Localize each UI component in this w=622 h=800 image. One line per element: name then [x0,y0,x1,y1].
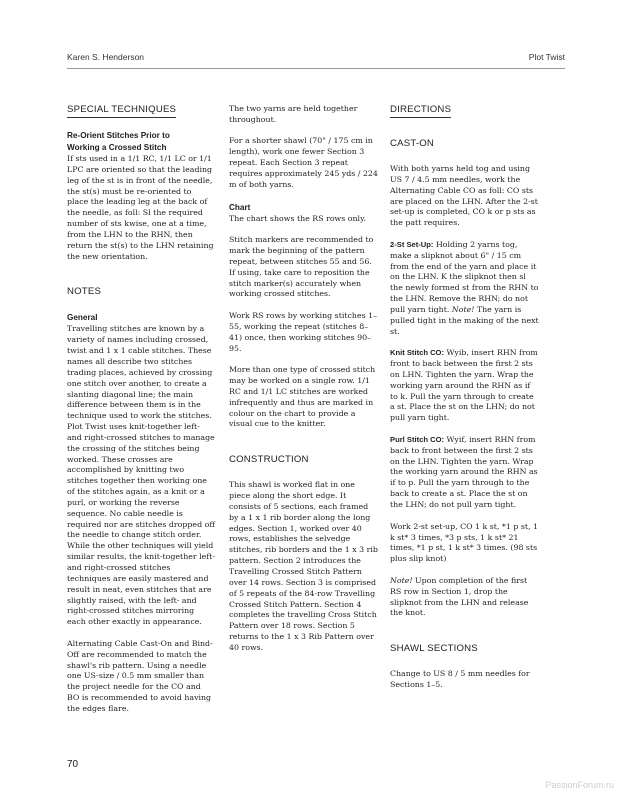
paragraph-cast-on: With both yarns held tog and using US 7 / 4.5 mm needles, work the Alternating Cable CO as foll: CO sts are placed on the LHN. After the 2-st set-up is completed, CO k or p sts as the patt requires. [390,164,538,228]
paragraph-construction: This shawl is worked flat in one piece along the short edge. It consists of 5 sections, each framed by a 1 x 1 rib border along the long edges. Section 1, worked over 40 rows, establishes the selvedge stitches, rib borders and the 1 x 3 rib pattern. Section 2 introduces the Travelling Crossed Stitch Pattern over 14 rows. Section 3 is comprised of 5 repeats of the 84-row Travelling Crossed Stitch Pattern. Section 4 completes the travelling Cross Stitch Pattern over 18 rows. Section 5 returns to the 1 x 3 Rib Pattern over 40 rows. [229,480,378,652]
running-header-title: Plot Twist [528,52,565,62]
paragraph-work-setup: Work 2-st set-up, CO 1 k st, *1 p st, 1 k st* 3 times, *3 p sts, 1 k st* 21 times, *1 p st, 1 k st* 3 times. (98 sts plus slip knot) [390,521,538,564]
paragraph-alternating-cable: Alternating Cable Cast-On and Bind-Off are recommended to match the shawl's rib pattern. Using a needle one US-size / 0.5 mm smaller than the project needle for the CO and BO is recommended to avoid having the edges flare. [67,638,213,713]
section-heading-cast-on: CAST-ON [390,138,435,149]
label-purl-stitch-co: Purl Stitch CO: [390,434,445,444]
text-purl-stitch-co: Wyif, insert RHN from back to front between the first 2 sts on the LHN. Tighten the yarn. Wrap the working yarn around the RHN as if to p. Pull the yarn through to the back to create a st. Place the st on the LHN; do not pull yarn tight. [390,434,538,510]
running-header-author: Karen S. Henderson [67,52,145,62]
subheading-reorient-line2: Working a Crossed Stitch [67,143,167,152]
note-label-setup: Note! [451,304,475,314]
paragraph-shorter-shawl: For a shorter shawl (70" / 175 cm in length), work one fewer Section 3 repeat. Each Section 3 repeat requires approximately 245 yds / 224 m of both yarns. [229,136,378,189]
header-rule [67,68,565,69]
note-label-slipknot: Note! [390,575,413,585]
paragraph-markers: Stitch markers are recommended to mark the beginning of the pattern repeat, between stitches 55 and 56. If using, take care to reposition the stitch marker(s) accurately when working crossed stitches. [229,235,374,299]
paragraph-knit-stitch-co [390,348,540,424]
paragraph-chart: The chart shows the RS rows only. [229,213,366,223]
note-text-slipknot: Upon completion of the first RS row in Section 1, drop the slipknot from the LHN and release the knot. [390,575,529,618]
section-heading-notes: NOTES [67,286,102,298]
paragraph-note-slipknot [390,576,540,619]
text-two-st-setup: Holding 2 yarns tog, make a slipknot about 6" / 15 cm from the end of the yarn and place it on the LHN. K the slipknot then sl the newly formed st from the RHN to the LHN. Remove the RHN; do not pull yarn tight. [390,239,539,314]
note-text-setup: The yarn is pulled tight in the making of the next st. [390,304,539,336]
label-knit-stitch-co: Knit Stitch CO: [390,348,444,358]
watermark: PassionForum.ru [545,780,614,790]
section-heading-special-techniques: SPECIAL TECHNIQUES [67,104,215,116]
column-middle [229,104,378,665]
column-right [390,104,540,702]
section-heading-shawl-sections: SHAWL SECTIONS [390,643,478,655]
page-number: 70 [67,759,79,770]
paragraph-two-st-setup [390,240,540,338]
subheading-chart: Chart [229,202,251,212]
text-knit-stitch-co: Wyib, insert RHN from front to back between the first 2 sts on LHN. Tighten the yarn. Wrap the working yarn around the RHN as if to k. Pull the yarn through to create a st. Place the st on the LHN; do not pull yarn tight. [390,348,538,423]
subheading-general: General [67,313,98,323]
column-left [67,104,215,726]
paragraph-reorient: If sts used in a 1/1 RC, 1/1 LC or 1/1 LPC are oriented so that the leading leg of the st is in front of the needle, the st(s) must be re-oriented to place the leading leg at the back of the needle, as foll: Sl the required number of sts kwise, one at a time, from the LHN to the RHN, then return the st(s) to the LHN retaining the new orientation. [67,154,214,261]
label-two-st-setup: 2-St Set-Up: [390,239,434,249]
paragraph-crossed-stitch-types: More than one type of crossed stitch may be worked on a single row. 1/1 RC and 1/1 LC stitches are worked infrequently and thus are marked in colour on the chart to provide a visual cue to the knitter. [229,365,376,429]
section-heading-construction: CONSTRUCTION [229,454,309,466]
paragraph-general: Travelling stitches are known by a variety of names including crossed, twist and 1 x 1 cable stitches. These names all describe two stitches trading places, achieved by crossing one stitch over another, to create a slanting diagonal line; the main difference between them is in the technique used to work the stitches. Plot Twist uses knit-together left- and right-crossed stitches to manage the crossing of the stitches being worked. These crosses are accomplished by knitting two stitches together then working one of the stitches again, as a knit or a purl, or working the reverse sequence. No cable needle is required nor are stitches dropped off the needle to change stitch order. While the other techniques will yield similar results, the knit-together left- and right-crossed stitches techniques are easily mastered and result in neat, even stitches that are slightly raised, with the left- and right-crossed stitches mirroring each other exactly in appearance. [67,324,215,627]
paragraph-yarns: The two yarns are held together throughout. [229,104,358,124]
paragraph-shawl-sections: Change to US 8 / 5 mm needles for Sections 1–5. [390,669,530,690]
section-heading-directions: DIRECTIONS [390,104,540,116]
subheading-reorient-line1: Re-Orient Stitches Prior to [67,131,170,140]
paragraph-purl-stitch-co [390,435,540,511]
paragraph-rs-rows: Work RS rows by working stitches 1–55, working the repeat (stitches 8–41) once, then working stitches 90–95. [229,311,378,353]
